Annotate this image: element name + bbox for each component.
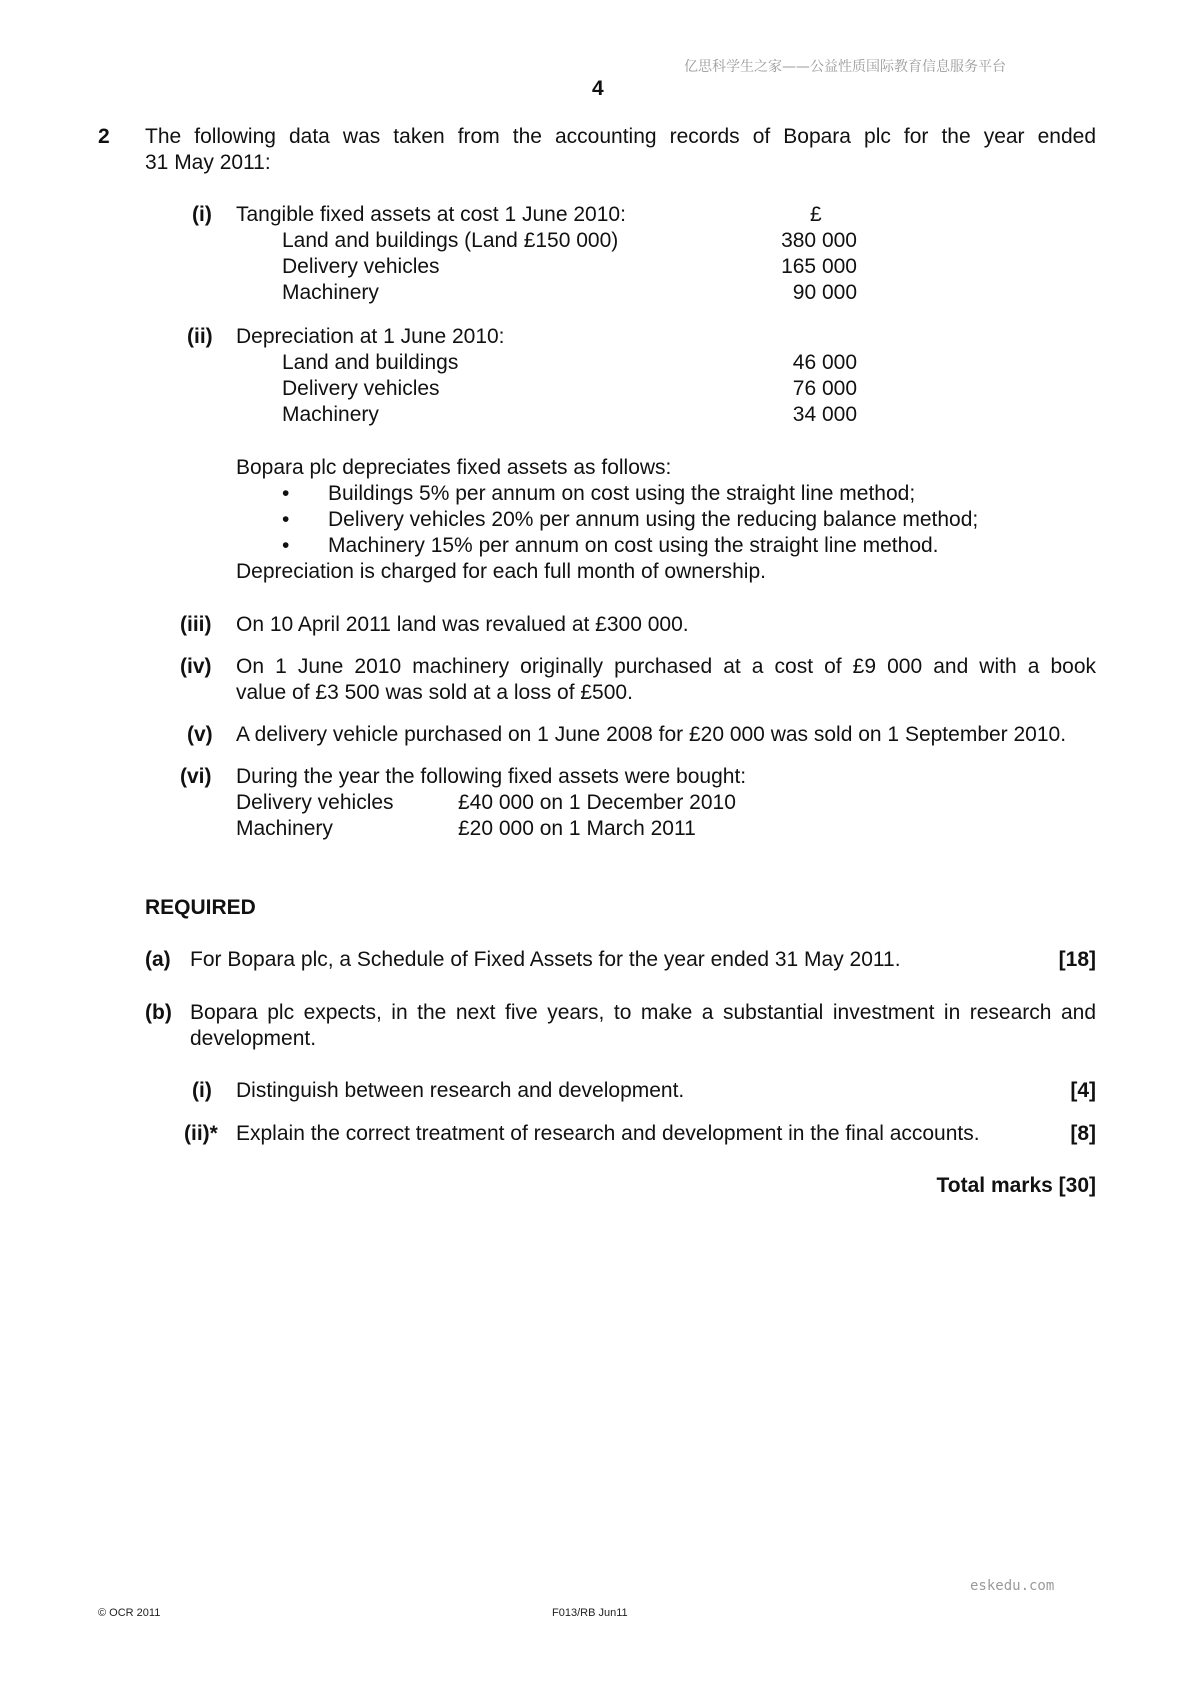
subpart-label-b-i: (i) [192,1079,212,1102]
part-b-line1: Bopara plc expects, in the next five years, to make a substantial investment in research and [190,1001,1096,1024]
footer-copyright: © OCR 2011 [98,1607,161,1619]
purchase-row-name: Machinery [236,817,333,840]
subpart-label-b-ii: (ii)* [184,1122,218,1145]
cost-row-value: 380 000 [781,229,857,252]
subpart-b-i-marks: [4] [1070,1079,1096,1102]
subpart-b-ii-text: Explain the correct treatment of research and development in the final accounts. [236,1122,980,1145]
question-number: 2 [98,125,110,148]
purchase-row-name: Delivery vehicles [236,791,394,814]
part-b-line2: development. [190,1027,317,1050]
item-label-ii: (ii) [187,325,213,348]
cost-row-name: Land and buildings (Land £150 000) [282,229,619,252]
depreciation-row-name: Machinery [282,403,379,426]
cost-row-name: Machinery [282,281,379,304]
item-label-v: (v) [187,723,213,746]
item-label-iii: (iii) [180,613,212,636]
policy-bullet-item: Delivery vehicles 20% per annum using the reducing balance method; [328,508,979,531]
item-vi-heading: During the year the following fixed assets were bought: [236,765,747,788]
bullet-icon: • [282,508,290,531]
site-watermark: eskedu.com [970,1578,1055,1594]
item-i-heading: Tangible fixed assets at cost 1 June 2010: [236,203,626,226]
required-heading: REQUIRED [145,896,256,919]
bullet-icon: • [282,482,290,505]
currency-symbol: £ [810,203,822,226]
item-iv-line2: value of £3 500 was sold at a loss of £500. [236,681,633,704]
depreciation-policy-intro: Bopara plc depreciates fixed assets as follows: [236,456,672,479]
policy-bullet-item: Machinery 15% per annum on cost using the straight line method. [328,534,939,557]
policy-bullet-item: Buildings 5% per annum on cost using the straight line method; [328,482,916,505]
depreciation-policy-note: Depreciation is charged for each full month of ownership. [236,560,766,583]
item-iv-line1: On 1 June 2010 machinery originally purchased at a cost of £9 000 and with a book [236,655,1096,678]
item-iii-text: On 10 April 2011 land was revalued at £300 000. [236,613,689,636]
purchase-row-value: £40 000 on 1 December 2010 [458,791,736,814]
part-label-a: (a) [145,948,171,971]
part-a-text: For Bopara plc, a Schedule of Fixed Assets for the year ended 31 May 2011. [190,948,901,971]
depreciation-row-name: Land and buildings [282,351,459,374]
purchase-row-value: £20 000 on 1 March 2011 [458,817,696,840]
watermark-text: 亿思科学生之家——公益性质国际教育信息服务平台 [684,59,1006,75]
cost-row-value: 90 000 [792,281,857,304]
item-ii-heading: Depreciation at 1 June 2010: [236,325,505,348]
subpart-b-ii-marks: [8] [1070,1122,1096,1145]
item-v-text: A delivery vehicle purchased on 1 June 2008 for £20 000 was sold on 1 September 2010. [236,723,1067,746]
depreciation-row-value: 46 000 [792,351,857,374]
depreciation-row-value: 76 000 [792,377,857,400]
part-a-marks: [18] [1058,948,1096,971]
cost-row-name: Delivery vehicles [282,255,440,278]
depreciation-row-name: Delivery vehicles [282,377,440,400]
question-intro-line1: The following data was taken from the accounting records of Bopara plc for the year ended [145,125,1096,148]
total-marks: Total marks [30] [936,1174,1096,1197]
question-intro-line2: 31 May 2011: [145,151,271,174]
part-label-b: (b) [145,1001,172,1024]
item-label-vi: (vi) [180,765,212,788]
page-number: 4 [592,77,604,100]
item-label-iv: (iv) [180,655,212,678]
bullet-icon: • [282,534,290,557]
subpart-b-i-text: Distinguish between research and development. [236,1079,685,1102]
depreciation-row-value: 34 000 [792,403,857,426]
footer-paper-code: F013/RB Jun11 [552,1607,628,1619]
cost-row-value: 165 000 [781,255,857,278]
item-label-i: (i) [192,203,212,226]
